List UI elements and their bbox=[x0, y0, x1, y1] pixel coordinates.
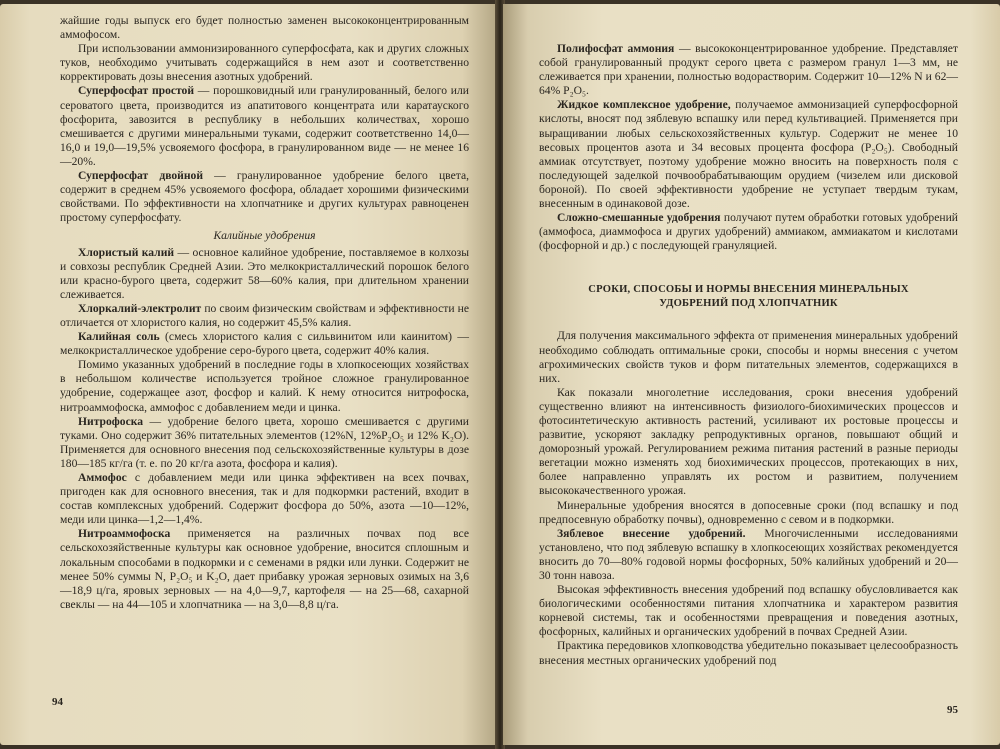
paragraph: Как показали многолетние исследования, сроки внесения удобрений существенно влияют на интенсивность физиолого-биохимических процессов и фотосинтетическую активность растений, усиливают их ростовые процессы и развитие, ускоряют закладку репродуктивных органов, повышают общий и доморозный урожай. Регулированием режима питания растений в разные периоды вегетации можно изменять ход биохимических процессов, протекающих в них, более направленно управлять их ростом и развитием, получением высококачественного урожая. bbox=[539, 385, 958, 498]
term: Суперфосфат простой bbox=[78, 84, 195, 98]
paragraph: Высокая эффективность внесения удобрений под вспашку обусловливается как биологическими особенностями питания хлопчатника и характером развития корневой системы, так и особенностями превращения и поведения азотных, фосфорных, калийных и органических удобрений в почвах Средней Азии. bbox=[539, 583, 958, 639]
page-number: 95 bbox=[947, 703, 958, 716]
term: Аммофос bbox=[78, 471, 127, 484]
paragraph: Суперфосфат простой — порошковидный или гранулированный, белого или сероватого цвета, производится из апатитового концентрата или каратауского фосфорита, завозится в республику в небольших количествах, хорошо смешивается с другими минеральными туками, содержит соответственно 14,0—16,0 и 19,0—19,5% усвояемого фосфора, в гранулированном виде — не менее 16—20%. bbox=[60, 84, 469, 168]
term: Хлористый калий bbox=[78, 245, 175, 259]
left-page bbox=[0, 4, 497, 745]
paragraph: Зяблевое внесение удобрений. Многочисленными исследованиями установлено, что под зяблевую вспашку в хлопкосеющих хозяйствах рекомендуется вносить до 70—80% годовой нормы фосфорных, 50% калийных удобрений и 20—30 тонн навоза. bbox=[539, 526, 958, 582]
term: Зяблевое внесение удобрений. bbox=[557, 526, 746, 540]
paragraph: Аммофос с добавлением меди или цинка эффективен на всех почвах, пригоден как для основного внесения, так и для подкормки растений, входит в состав комплексных удобрений. Содержит фосфора до 50%, азота —10—12%, меди или цинка—1,2—1,4%. bbox=[60, 471, 469, 527]
paragraph: Жидкое комплексное удобрение, получаемое аммонизацией суперфосфорной кислоты, вносят под зяблевую вспашку или перед культивацией. Применяется при выращивании любых сельскохозяйственных культур. Содержит не менее 10 весовых процентов азота и 34 весовых процента фосфора (P₂O₅). Свободный аммиак отсутствует, поэтому удобрение можно вносить на поверхность поля с последующей заделкой почвообрабатывающим орудием (чизелем или дисковой бороной). По своей эффективности удобрение не уступает твердым тукам, внесенным в одинаковой дозе. bbox=[539, 98, 958, 211]
paragraph: При использовании аммонизированного суперфосфата, как и других сложных туков, необходимо учитывать содержащийся в нем азот и соответственно корректировать дозы внесения азотных удобрений. bbox=[60, 42, 469, 84]
term: Нитрофоска bbox=[78, 414, 144, 428]
term: Жидкое комплексное удобрение, bbox=[557, 98, 731, 112]
paragraph: жайшие годы выпуск его будет полностью заменен высококонцентрированным аммофосом. bbox=[60, 14, 469, 42]
term: Хлоркалий-электролит bbox=[78, 301, 202, 315]
section-title: СРОКИ, СПОСОБЫ И НОРМЫ ВНЕСЕНИЯ МИНЕРАЛЬНЫХ УДОБРЕНИЙ ПОД ХЛОПЧАТНИК bbox=[588, 284, 909, 310]
paragraph: Помимо указанных удобрений в последние годы в хлопкосеющих хозяйствах в небольшом количестве используется тройное сложное гранулированное удобрение, содержащее азот, фосфор и калий. К нему относится нитрофоска, нитроаммофоска, аммофос с добавлением меди и цинка. bbox=[60, 358, 469, 414]
paragraph: Хлористый калий — основное калийное удобрение, поставляемое в колхозы и совхозы республик Средней Азии. Это мелкокристаллический порошок белого или красно-бурого цвета, содержит 58—60% калия, при длительном хранении слеживается. bbox=[60, 245, 470, 301]
term: Сложно-смешанные удобрения bbox=[557, 211, 721, 225]
section-subheading: Калийные удобрения bbox=[213, 229, 316, 243]
term: Полифосфат аммония bbox=[557, 42, 675, 55]
paragraph: Калийная соль (смесь хлористого калия с сильвинитом или каинитом) — мелкокристаллическое удобрение серо-бурого цвета, содержит 40% калия. bbox=[60, 330, 469, 358]
term: Суперфосфат двойной bbox=[78, 169, 204, 183]
right-page bbox=[503, 4, 1000, 745]
paragraph: Сложно-смешанные удобрения получают путем обработки готовых удобрений (аммофоса, диаммофоса и других удобрений) аммиаком, аммиакатом и кислотами (фосфорной и др.) с последующей грануляцией. bbox=[539, 211, 958, 253]
page-number: 94 bbox=[52, 695, 63, 708]
term: Калийная соль bbox=[78, 330, 160, 344]
term: Нитроаммофоска bbox=[78, 527, 171, 541]
paragraph: Нитрофоска — удобрение белого цвета, хорошо смешивается с другими туками. Оно содержит 36% питательных элементов (12%N, 12%P₂O₅ и 12% K₂O). Применяется для основного внесения под сельскохозяйственные культуры в дозе 180—185 кг/га (т. е. по 20 кг/га азота, фосфора и калия). bbox=[60, 414, 469, 470]
paragraph: Для получения максимального эффекта от применения минеральных удобрений необходимо соблюдать оптимальные сроки, способы и нормы внесения с учетом агрохимических свойств туков и форм питательных элементов, содержащихся в них. bbox=[539, 329, 958, 385]
paragraph: Суперфосфат двойной — гранулированное удобрение белого цвета, содержит в среднем 45% усвояемого фосфора, обладает хорошими физическими свойствами. По эффективности на хлопчатнике и других культурах равноценен простому суперфосфату. bbox=[60, 169, 469, 225]
paragraph: Нитроаммофоска применяется на различных почвах под все сельскохозяйственные культуры как основное удобрение, вносится сплошным и локальным способами в подкормки и с семенами в рядки или лунки. Содержит не менее 50% суммы N, P₂O₅ и K₂O, дает прибавку урожая зерновых озимых на 3,6—18,9 ц/га, яровых зерновых — на 4,0—9,7, картофеля — на 25—68, сахарной свеклы — на 44—105 и хлопчатника — на 3,0—8,8 ц/га. bbox=[60, 527, 469, 611]
paragraph: Хлоркалий-электролит по своим физическим свойствам и эффективности не отличается от хлористого калия, но содержит 45,5% калия. bbox=[60, 301, 469, 329]
paragraph: Практика передовиков хлопководства убедительно показывает целесообразность внесения местных органических удобрений под bbox=[539, 639, 958, 667]
paragraph: Полифосфат аммония — высококонцентрированное удобрение. Представляет собой гранулированный продукт серого цвета с размером гранул 1—3 мм, не слеживается при хранении, полностью водорастворим. Содержит 10—12% N и 62—64% P₂O₅. bbox=[539, 42, 958, 98]
paragraph: Минеральные удобрения вносятся в допосевные сроки (под вспашку и под предпосевную обработку почвы), одновременно с севом и в подкормки. bbox=[539, 498, 958, 526]
